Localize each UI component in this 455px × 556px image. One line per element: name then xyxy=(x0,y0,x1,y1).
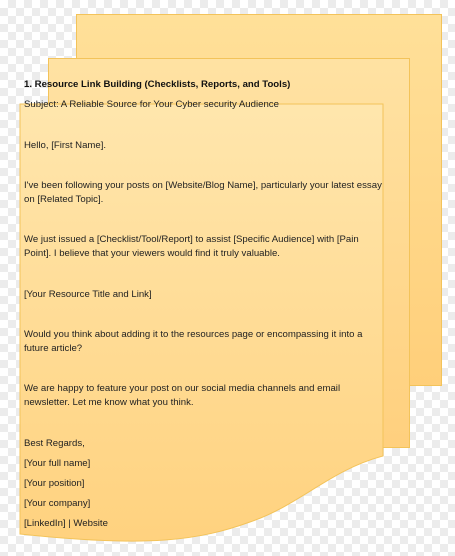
letter-content xyxy=(24,78,384,531)
signature-name: [Your full name] xyxy=(24,457,91,469)
signature-position: [Your position] xyxy=(24,477,85,489)
paragraph-feature: We are happy to feature your post on our social media channels and email newsletter. Let me know what you think. xyxy=(24,383,341,409)
greeting: Hello, [First Name]. xyxy=(24,139,107,151)
closing: Best Regards, xyxy=(24,437,85,449)
email-subject: Subject: A Reliable Source for Your Cyber security Audience xyxy=(24,99,279,111)
paragraph-offer: We just issued a [Checklist/Tool/Report] to assist [Specific Audience] with [Pain Point]. I believe that your viewers would find it truly valuable. xyxy=(24,234,359,260)
resource-line: [Your Resource Title and Link] xyxy=(24,288,152,300)
document-heading: 1. Resource Link Building (Checklists, Reports, and Tools) xyxy=(24,79,291,90)
paragraph-intro: I've been following your posts on [Website/Blog Name], particularly your latest essay on [Related Topic]. xyxy=(24,180,382,205)
paragraph-request: Would you think about adding it to the resources page or encompassing it into a future article? xyxy=(24,329,363,354)
signature-company: [Your company] xyxy=(24,497,91,509)
signature-links: [LinkedIn] | Website xyxy=(24,518,108,529)
